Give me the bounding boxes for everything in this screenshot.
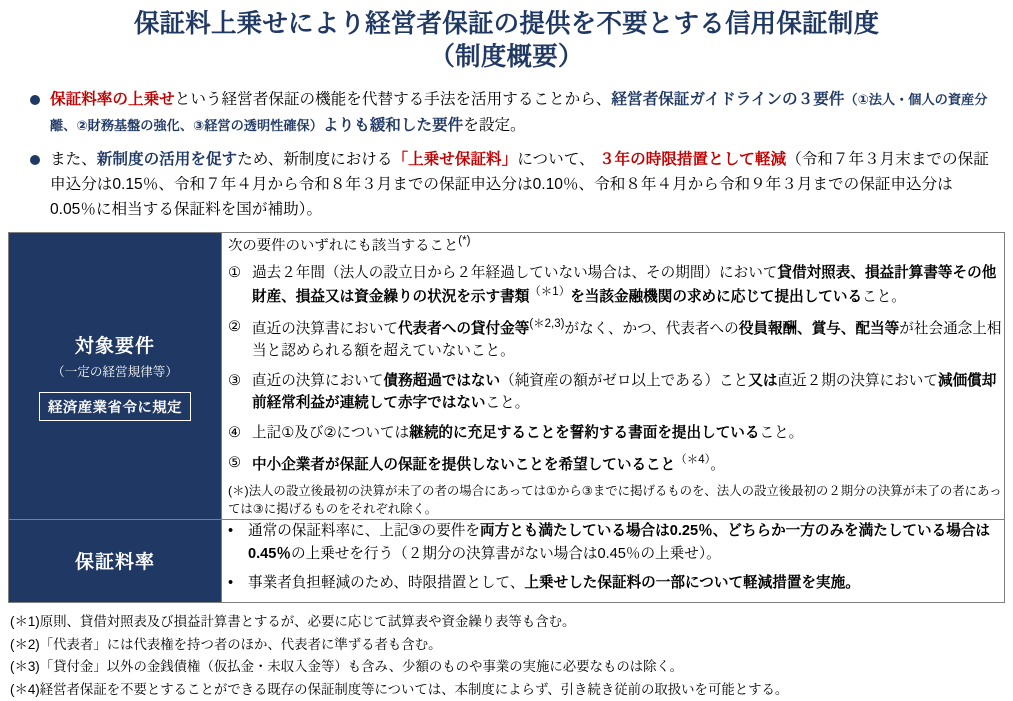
- scheme-table: [8, 232, 1005, 603]
- title-line-2: （制度概要）: [429, 42, 584, 71]
- requirement-marker: ③: [228, 372, 242, 389]
- requirements-lead: [228, 233, 1004, 257]
- requirement-marker: ①: [228, 264, 242, 281]
- bullet-dot-icon: [30, 95, 40, 105]
- rate-label: 保証料率: [74, 552, 155, 574]
- table-row-requirements: [9, 232, 1005, 520]
- bullet-text-2: また、新制度の活用を促すため、新制度における「上乗せ保証料」について、 ３年の時限措置として軽減（令和７年３月末までの保証申込分は0.15％、令和７年４月から令和８年３月までの保証申込分は0.10％、令和８年４月から令和９年３月までの保証申込分は0.05％に相当する保証料を国が補助）。: [50, 150, 989, 219]
- requirement-marker: ②: [228, 318, 242, 335]
- summary-bullets: [0, 87, 1013, 222]
- requirement-marker: ④: [228, 425, 242, 441]
- requirement-text: 過去２年間（法人の設立日から２年経過していない場合は、その期間）において貸借対照表、損益計算書等その他財産、損益又は資金繰りの状況を示す書類$^{(*1)}$を当該金融機関の求めに応じて提出していること。: [252, 264, 997, 306]
- footnotes: [10, 611, 1013, 701]
- page-title: [0, 0, 1013, 75]
- rate-item: [222, 572, 1004, 595]
- requirements-label: 対象要件: [74, 335, 155, 357]
- requirement-item: [222, 316, 1004, 363]
- footnote-item: (＊4)経営者保証を不要とすることができる既存の保証制度等については、本制度によらず、引き続き従前の取扱いを可能とする。: [10, 681, 789, 697]
- requirement-text: 直近の決算において債務超過ではない（純資産の額がゼロ以上である）こと又は直近２期の決算において減価償却前経常利益が連続して赤字ではないこと。: [252, 372, 997, 412]
- footnote-item: (＊3)「貸付金」以外の金銭債権（仮払金・未収入金等）も含み、少額のものや事業の実施に必要なものは除く。: [10, 659, 684, 675]
- title-line-1: 保証料上乗せにより経営者保証の提供を不要とする信用保証制度: [133, 10, 880, 38]
- rate-content-cell: [222, 520, 1005, 603]
- ministry-ordinance-chip: 経済産業省令に規定: [39, 392, 191, 421]
- rate-marker: •: [228, 523, 234, 540]
- requirement-item: [222, 262, 1004, 309]
- bullet-item: [22, 147, 997, 223]
- requirement-marker: ⑤: [228, 454, 242, 471]
- requirement-text: 上記①及び②については継続的に充足することを誓約する書面を提出していること。: [252, 425, 804, 441]
- requirement-item: [222, 452, 1004, 476]
- requirement-text: 中小企業者が保証人の保証を提供しないことを希望していること$^{(*4)}$。: [252, 453, 725, 473]
- requirement-item: [222, 370, 1004, 415]
- footnote-item: (＊1)原則、貸借対照表及び損益計算書とするが、必要に応じて試算表や資金繰り表等も含む。: [10, 613, 576, 629]
- requirement-text: 直近の決算書において代表者への貸付金等$^{(*2,3)}$がなく、かつ、代表者への役員報酬、賞与、配当等が社会通念上相当と認められる額を超えていないこと。: [252, 317, 1002, 360]
- bullet-dot-icon: [30, 155, 40, 165]
- table-row-guarantee-rate: [9, 520, 1005, 603]
- rate-item: [222, 520, 1004, 565]
- rate-text: 通常の保証料率に、上記③の要件を両方とも満たしている場合は0.25％、どちらか一方のみを満たしている場合は0.45％の上乗せを行う（２期分の決算書がない場合は0.45％の上乗せ）。: [248, 523, 991, 562]
- rate-marker: •: [228, 575, 234, 592]
- requirements-sublabel: （一定の経営規律等）: [52, 364, 178, 379]
- bullet-text-1: 保証料率の上乗せという経営者保証の機能を代替する手法を活用することから、経営者保証ガイドラインの３要件（①法人・個人の資産分離、②財務基盤の強化、③経営の透明性確保）よりも緩和した要件を設定。: [50, 91, 988, 134]
- requirements-lead-text: 次の要件のいずれにも該当すること: [228, 237, 459, 254]
- requirements-lead-sup: (*): [458, 234, 471, 247]
- bullet-item: [22, 87, 997, 138]
- requirements-content-cell: [222, 232, 1005, 520]
- footnote-item: (＊2)「代表者」には代表権を持つ者のほか、代表者に準ずる者も含む。: [10, 636, 442, 652]
- requirements-label-cell: [9, 232, 222, 520]
- requirement-item: [222, 422, 1004, 445]
- rate-label-cell: [9, 520, 222, 603]
- requirements-note: (＊)法人の設立後最初の決算が未了の者の場合にあっては①から③までに掲げるものを、法人の設立後最初の２期分の決算が未了の者にあっては③に掲げるものをそれぞれ除く。: [228, 484, 1002, 517]
- rate-text: 事業者負担軽減のため、時限措置として、上乗せした保証料の一部について軽減措置を実施。: [248, 575, 860, 592]
